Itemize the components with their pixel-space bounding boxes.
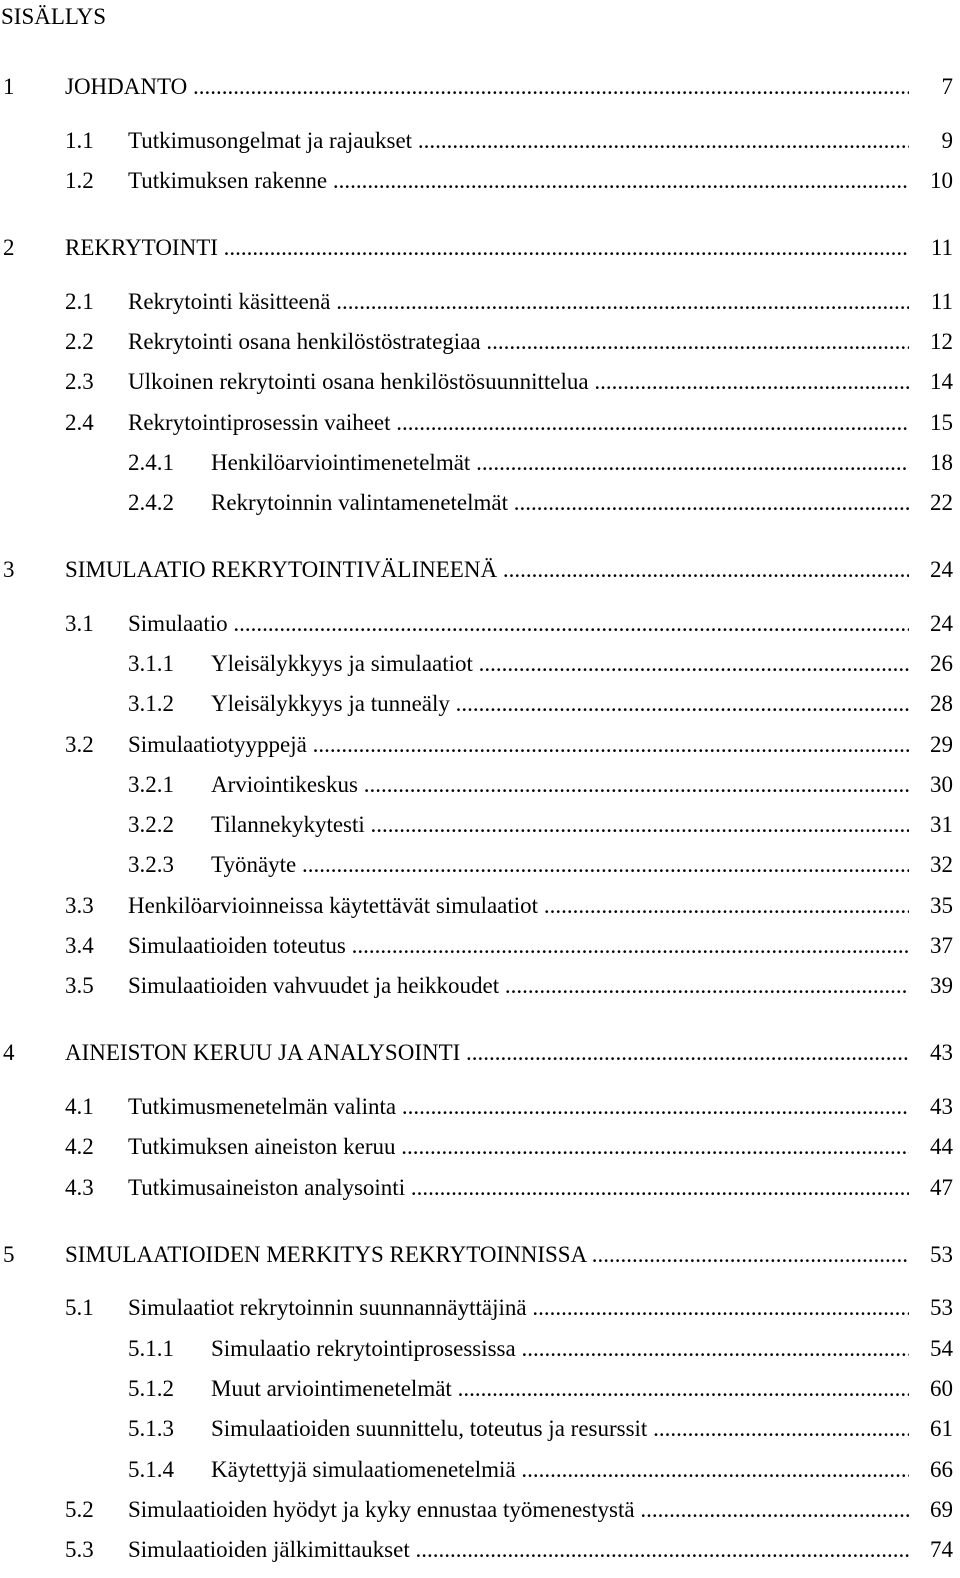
toc-entry[interactable] (0, 234, 953, 262)
toc-entry-page: 44 (909, 1133, 953, 1161)
toc-entry-title: Arviointikeskus ..... (211, 771, 909, 799)
toc-entry-number: 3.2.2 (128, 812, 174, 837)
toc-entry[interactable] (0, 731, 953, 759)
toc-entry-title: SIMULAATIOIDEN MERKITYS REKRYTOINNISSA ..... (65, 1241, 909, 1269)
toc-entry-title: Tilannekykytesti ..... (211, 811, 909, 839)
page-title: SISÄLLYS (1, 4, 107, 29)
toc-entry-page: 47 (909, 1174, 953, 1202)
toc-entry-title: Simulaatio ..... (128, 610, 909, 638)
toc-entry-number: 5.1.1 (128, 1336, 174, 1361)
toc-entry-page: 10 (909, 167, 953, 195)
toc-entry[interactable] (0, 1241, 953, 1269)
toc-entry[interactable] (0, 1415, 953, 1443)
toc-entry-page: 54 (909, 1335, 953, 1363)
toc-entry-number: 3.5 (65, 973, 94, 998)
toc-entry-title: Tutkimusmenetelmän valinta ..... (128, 1093, 909, 1121)
toc-entry-page: 60 (909, 1375, 953, 1403)
toc-entry-title: Tutkimuksen aineiston keruu ..... (128, 1133, 909, 1161)
toc-entry-number: 2.4.2 (128, 490, 174, 515)
toc-entry[interactable] (0, 1294, 953, 1322)
toc-entry-page: 43 (909, 1039, 953, 1067)
toc-entry-title: Tutkimuksen rakenne ..... (128, 167, 909, 195)
toc-entry[interactable] (0, 690, 953, 718)
toc-entry-page: 30 (909, 771, 953, 799)
toc-entry-number: 1.2 (65, 168, 94, 193)
toc-entry-title: Rekrytoinnin valintamenetelmät ..... (211, 489, 909, 517)
toc-entry[interactable] (0, 1174, 953, 1202)
toc-entry-number: 3.2.3 (128, 852, 174, 877)
toc-entry-page: 24 (909, 556, 953, 584)
toc-entry-number: 3.2.1 (128, 772, 174, 797)
toc-entry-title: Työnäyte ..... (211, 851, 909, 879)
toc-entry[interactable] (0, 650, 953, 678)
toc-entry-number: 4.1 (65, 1094, 94, 1119)
toc-entry[interactable] (0, 409, 953, 437)
toc-entry-page: 26 (909, 650, 953, 678)
toc-entry-number: 5.1.3 (128, 1416, 174, 1441)
toc-entry[interactable] (0, 1133, 953, 1161)
toc-entry-title: Simulaatioiden vahvuudet ja heikkoudet ..... (128, 972, 909, 1000)
toc-entry[interactable] (0, 489, 953, 517)
toc-entry-number: 3 (3, 557, 15, 582)
toc-entry-number: 4.3 (65, 1175, 94, 1200)
toc-entry-title: Henkilöarvioinneissa käytettävät simulaatiot ..... (128, 892, 909, 920)
toc-entry-number: 3.2 (65, 732, 94, 757)
toc-entry-title: Simulaatioiden jälkimittaukset ..... (128, 1536, 909, 1564)
toc-entry-title: Ulkoinen rekrytointi osana henkilöstösuunnittelua ..... (128, 368, 909, 396)
toc-entry-title: Simulaatiotyyppejä ..... (128, 731, 909, 759)
toc-entry-number: 5.2 (65, 1497, 94, 1522)
toc-entry-page: 29 (909, 731, 953, 759)
toc-entry-page: 31 (909, 811, 953, 839)
toc-entry-page: 39 (909, 972, 953, 1000)
toc-entry-page: 12 (909, 328, 953, 356)
toc-entry-page: 18 (909, 449, 953, 477)
toc-entry-page: 53 (909, 1294, 953, 1322)
toc-entry[interactable] (0, 811, 953, 839)
toc-entry[interactable] (0, 368, 953, 396)
toc-entry-number: 2.3 (65, 369, 94, 394)
toc-entry-page: 24 (909, 610, 953, 638)
toc-entry-title: Muut arviointimenetelmät ..... (211, 1375, 909, 1403)
toc-entry-title: Rekrytointi käsitteenä ..... (128, 288, 909, 316)
toc-entry[interactable] (0, 556, 953, 584)
toc-entry-page: 53 (909, 1241, 953, 1269)
toc-entry-title: Simulaatioiden suunnittelu, toteutus ja resurssit ..... (211, 1415, 909, 1443)
toc-entry[interactable] (0, 328, 953, 356)
toc-entry-title: Rekrytointi osana henkilöstöstrategiaa ..... (128, 328, 909, 356)
toc-entry-number: 2.4 (65, 410, 94, 435)
toc-entry-number: 2.1 (65, 289, 94, 314)
toc-entry-title: Yleisälykkyys ja tunneäly ..... (211, 690, 909, 718)
toc-entry-number: 3.1.2 (128, 691, 174, 716)
toc-entry[interactable] (0, 892, 953, 920)
toc-entry-title: REKRYTOINTI ..... (65, 234, 909, 262)
toc-entry[interactable] (0, 167, 953, 195)
toc-entry[interactable] (0, 288, 953, 316)
toc-entry[interactable] (0, 972, 953, 1000)
toc-entry-title: Yleisälykkyys ja simulaatiot ..... (211, 650, 909, 678)
toc-entry-number: 5 (3, 1242, 15, 1267)
toc-entry-number: 5.1.2 (128, 1376, 174, 1401)
toc-entry-page: 15 (909, 409, 953, 437)
toc-entry-page: 7 (909, 73, 953, 101)
toc-entry-number: 3.3 (65, 893, 94, 918)
toc-entry-page: 11 (909, 234, 953, 262)
toc-entry-title: Tutkimusaineiston analysointi ..... (128, 1174, 909, 1202)
toc-entry-page: 9 (909, 127, 953, 155)
toc-entry-title: Simulaatio rekrytointiprosessissa ..... (211, 1335, 909, 1363)
toc-entry[interactable] (0, 1496, 953, 1524)
toc-entry-number: 1 (3, 74, 15, 99)
toc-entry-page: 32 (909, 851, 953, 879)
toc-entry[interactable] (0, 771, 953, 799)
toc-entry[interactable] (0, 1093, 953, 1121)
toc-entry-number: 2 (3, 235, 15, 260)
toc-entry[interactable] (0, 449, 953, 477)
toc-entry-title: SIMULAATIO REKRYTOINTIVÄLINEENÄ ..... (65, 556, 909, 584)
toc-entry-page: 66 (909, 1456, 953, 1484)
toc-entry[interactable] (0, 1039, 953, 1067)
toc-entry-title: Simulaatioiden hyödyt ja kyky ennustaa työmenestystä ..... (128, 1496, 909, 1524)
toc-entry-number: 5.3 (65, 1537, 94, 1562)
toc-entry[interactable] (0, 851, 953, 879)
toc-entry-number: 4 (3, 1040, 15, 1065)
toc-entry-page: 14 (909, 368, 953, 396)
toc-entry-number: 4.2 (65, 1134, 94, 1159)
toc-entry-number: 2.2 (65, 329, 94, 354)
toc-entry[interactable] (0, 127, 953, 155)
toc-entry-title: JOHDANTO ..... (65, 73, 909, 101)
toc-entry-page: 61 (909, 1415, 953, 1443)
toc-entry-title: Tutkimusongelmat ja rajaukset ..... (128, 127, 909, 155)
toc-entry-title: AINEISTON KERUU JA ANALYSOINTI ..... (65, 1039, 909, 1067)
toc-entry-page: 35 (909, 892, 953, 920)
toc-entry[interactable] (0, 1375, 953, 1403)
toc-entry-page: 69 (909, 1496, 953, 1524)
toc-entry[interactable] (0, 1335, 953, 1363)
toc-entry[interactable] (0, 73, 953, 101)
toc-entry[interactable] (0, 610, 953, 638)
toc-entry-number: 3.4 (65, 933, 94, 958)
toc-entry-page: 37 (909, 932, 953, 960)
toc-entry[interactable] (0, 1456, 953, 1484)
toc-entry-page: 43 (909, 1093, 953, 1121)
toc-entry-title: Käytettyjä simulaatiomenetelmiä ..... (211, 1456, 909, 1484)
toc-entry-page: 74 (909, 1536, 953, 1564)
toc-entry[interactable] (0, 1536, 953, 1564)
toc-entry[interactable] (0, 932, 953, 960)
toc-entry-page: 28 (909, 690, 953, 718)
toc-entry-number: 5.1.4 (128, 1457, 174, 1482)
toc-entry-title: Simulaatiot rekrytoinnin suunnannäyttäjinä ..... (128, 1294, 909, 1322)
toc-entry-title: Henkilöarviointimenetelmät ..... (211, 449, 909, 477)
toc-entry-number: 3.1 (65, 611, 94, 636)
toc-entry-page: 11 (909, 288, 953, 316)
toc-entry-number: 5.1 (65, 1295, 94, 1320)
toc-entry-title: Rekrytointiprosessin vaiheet ..... (128, 409, 909, 437)
toc-entry-number: 3.1.1 (128, 651, 174, 676)
toc-entry-title: Simulaatioiden toteutus ..... (128, 932, 909, 960)
toc-entry-number: 1.1 (65, 128, 94, 153)
toc-entry-number: 2.4.1 (128, 450, 174, 475)
toc-entry-page: 22 (909, 489, 953, 517)
